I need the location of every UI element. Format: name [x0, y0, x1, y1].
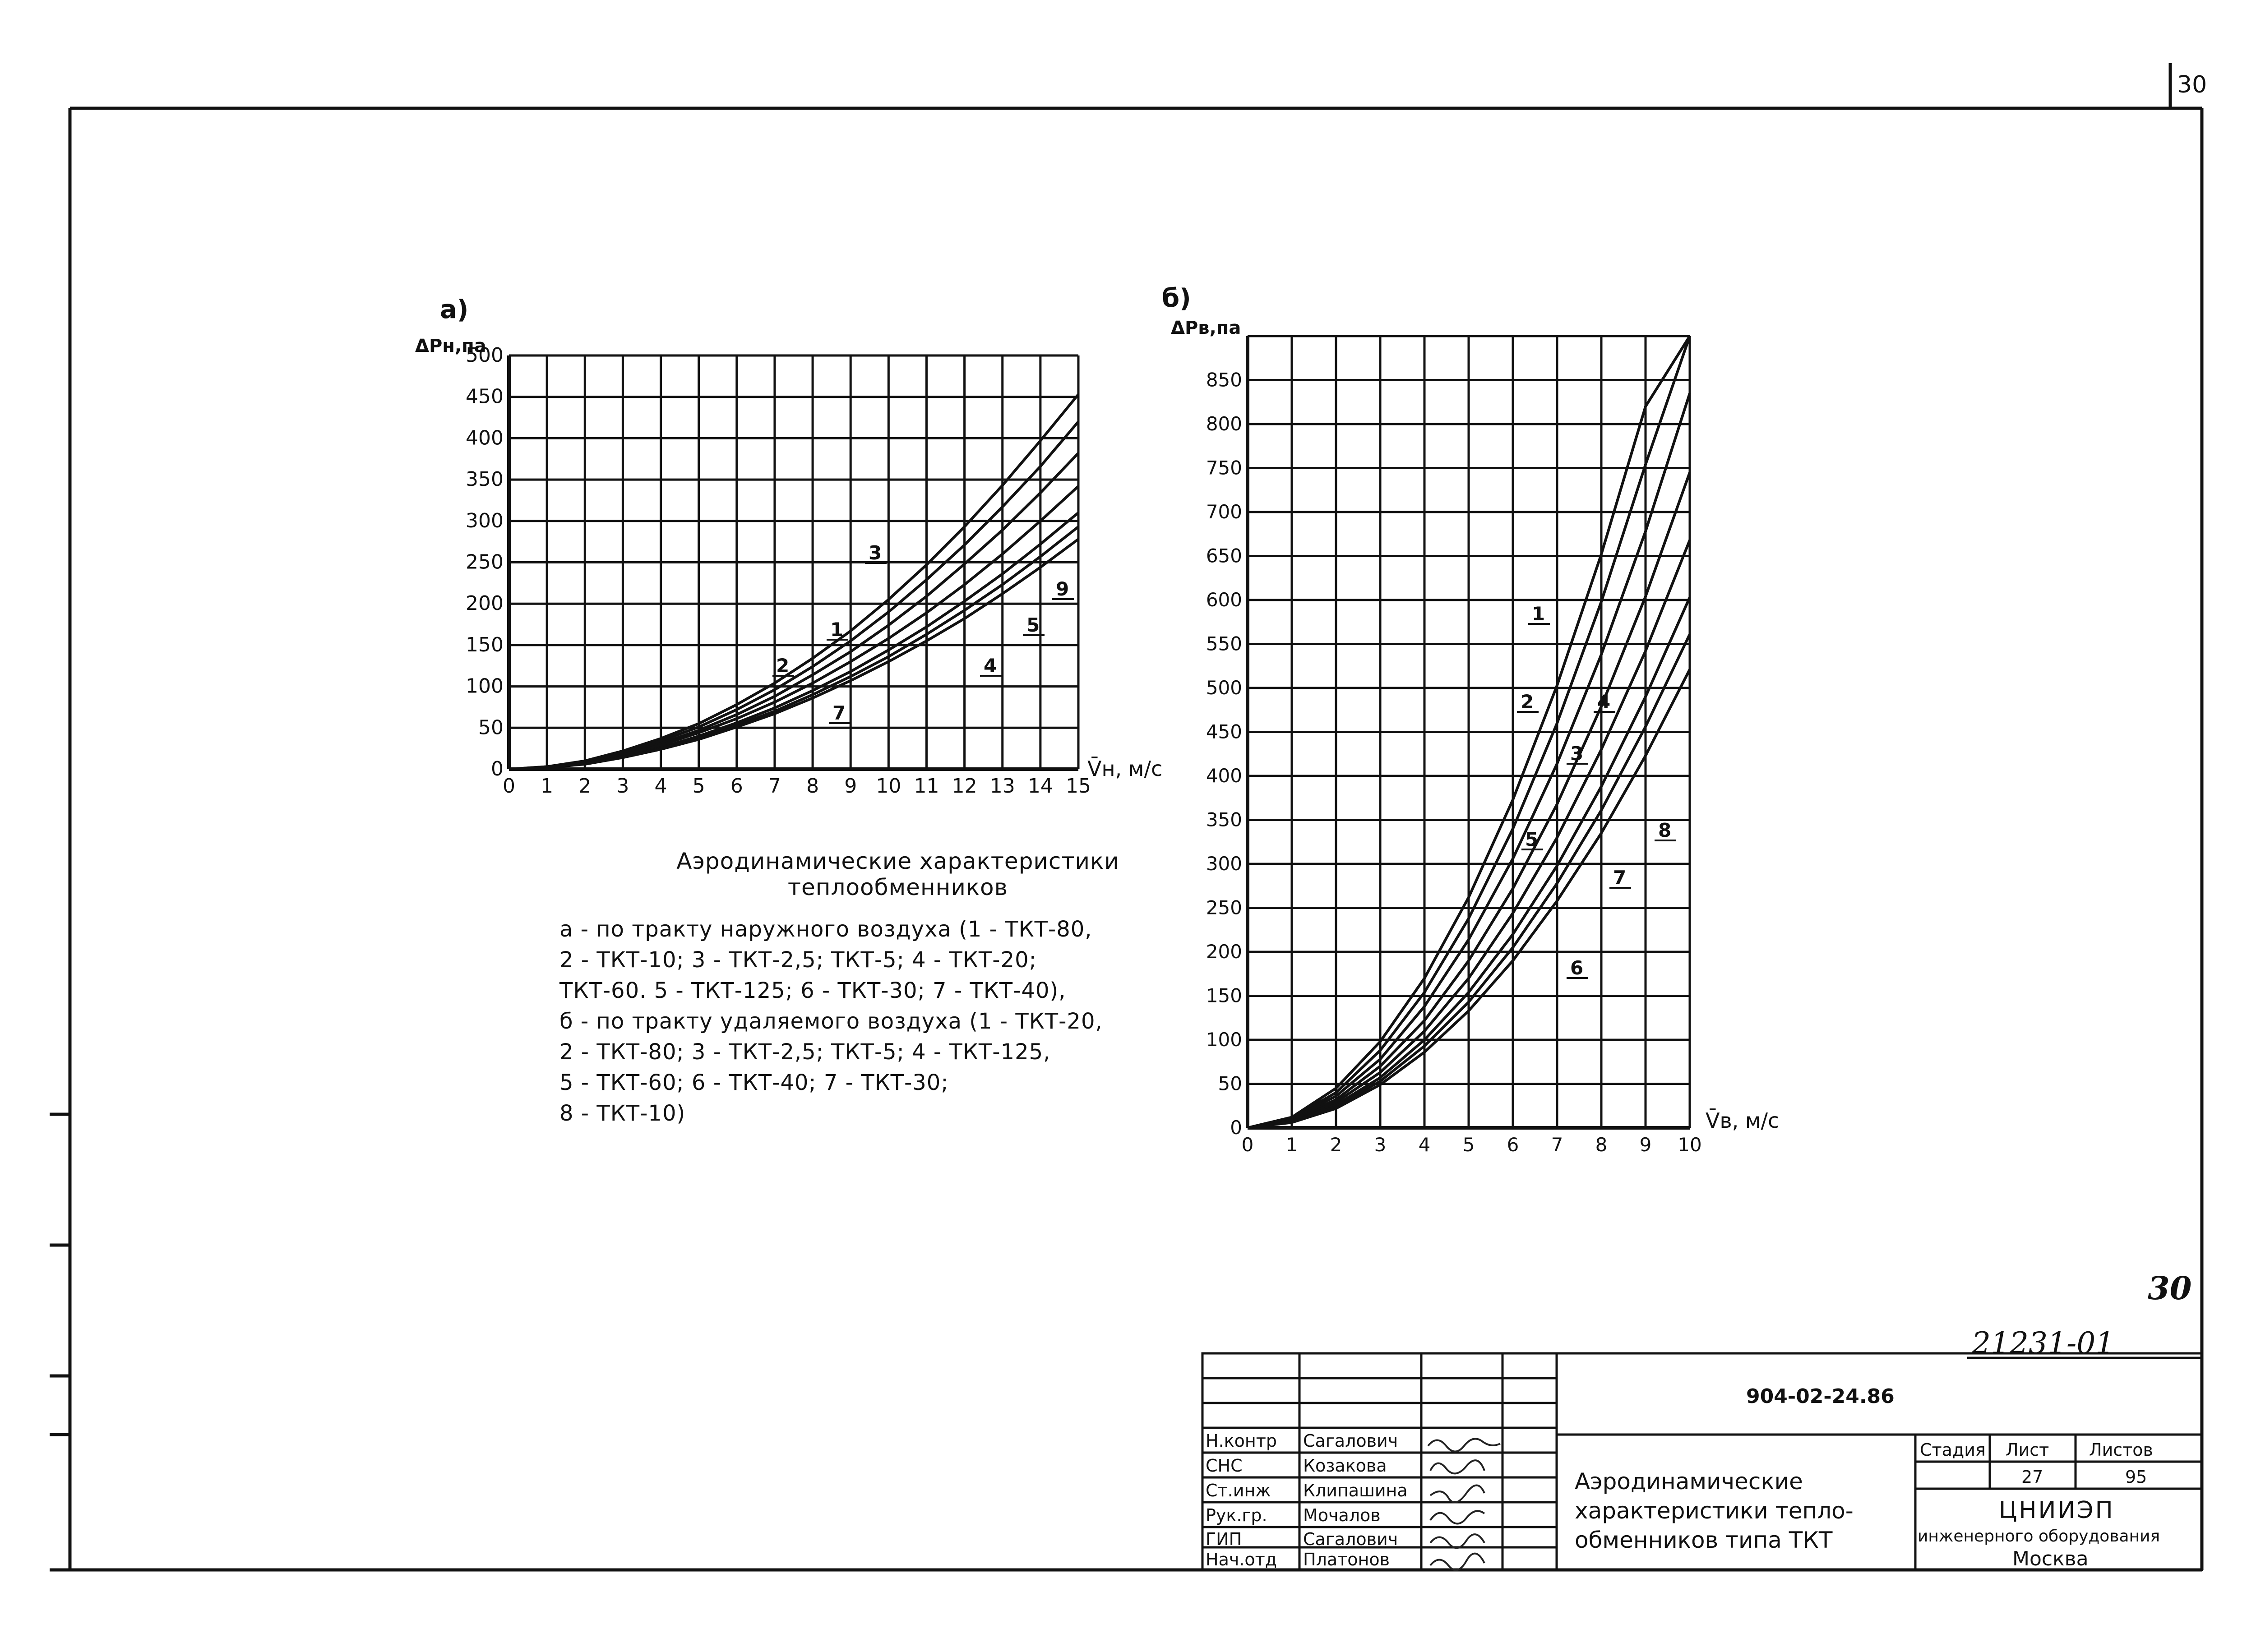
tb-title-line1: Аэродинамические — [1575, 1468, 1803, 1495]
y-axis-label: ΔPв,па — [1171, 318, 1241, 338]
x-axis-label: V̄в, м/с — [1706, 1108, 1780, 1133]
y-tick-label: 450 — [466, 385, 504, 408]
chart-a — [415, 295, 1162, 798]
x-tick-label: 7 — [1551, 1134, 1563, 1156]
panel-label: б) — [1162, 284, 1191, 313]
signatures — [1428, 1439, 1500, 1570]
tb-name: Клипашина — [1303, 1481, 1408, 1500]
x-tick-label: 6 — [1507, 1134, 1519, 1156]
x-tick-label: 3 — [1374, 1134, 1387, 1156]
y-tick-label: 350 — [1206, 808, 1242, 831]
y-tick-label: 400 — [1206, 765, 1242, 787]
curve-label: 4 — [1597, 691, 1611, 713]
x-tick-label: 5 — [692, 775, 705, 798]
y-tick-label: 150 — [466, 633, 504, 656]
curve-label: 3 — [1570, 743, 1584, 765]
tb-role: Нач.отд — [1206, 1550, 1277, 1569]
curve-label: 5 — [1026, 614, 1040, 636]
y-tick-label: 850 — [1206, 369, 1242, 391]
y-tick-label: 550 — [1206, 632, 1242, 655]
tb-sheet-value: 27 — [2021, 1467, 2043, 1487]
x-tick-label: 8 — [1595, 1134, 1608, 1156]
caption-title-line1: Аэродинамические характеристики — [676, 848, 1119, 874]
x-tick-label: 6 — [730, 775, 743, 798]
x-tick-label: 13 — [989, 775, 1015, 798]
panel-label: а) — [440, 295, 469, 324]
caption-title-line2: теплообменников — [787, 874, 1008, 900]
caption-line: 2 - ТКТ-10; 3 - ТКТ-2,5; ТКТ-5; 4 - ТКТ-20; — [559, 947, 1037, 973]
y-tick-label: 800 — [1206, 413, 1242, 435]
tb-org-line3: Москва — [2012, 1547, 2089, 1570]
y-tick-label: 700 — [1206, 501, 1242, 523]
y-tick-label: 350 — [466, 468, 504, 491]
tb-name: Козакова — [1303, 1456, 1387, 1476]
tb-title-line2: характеристики тепло- — [1575, 1498, 1854, 1524]
chart-b — [1162, 284, 1779, 1156]
x-tick-label: 10 — [876, 775, 901, 798]
tb-stage-label: Стадия — [1920, 1440, 1986, 1460]
page-number-hand: 30 — [2148, 1269, 2192, 1307]
y-tick-label: 750 — [1206, 457, 1242, 479]
x-tick-label: 4 — [1418, 1134, 1431, 1156]
curve-label: 6 — [1570, 957, 1584, 979]
y-tick-label: 50 — [478, 716, 504, 739]
y-tick-label: 250 — [466, 550, 504, 574]
tb-name: Мочалов — [1303, 1505, 1381, 1525]
x-tick-label: 5 — [1462, 1134, 1475, 1156]
curve-label: 3 — [869, 542, 882, 564]
y-tick-label: 200 — [466, 592, 504, 615]
tb-role: Ст.инж — [1206, 1481, 1271, 1500]
x-tick-label: 2 — [1330, 1134, 1342, 1156]
series-line-2 — [509, 422, 1078, 769]
y-tick-label: 650 — [1206, 545, 1242, 567]
curve-label: 2 — [776, 655, 790, 677]
tb-role: СНС — [1206, 1456, 1243, 1476]
y-tick-label: 150 — [1206, 984, 1242, 1007]
y-tick-label: 100 — [1206, 1029, 1242, 1051]
x-tick-label: 0 — [503, 775, 515, 798]
y-tick-label: 400 — [466, 426, 504, 450]
y-tick-label: 0 — [491, 757, 504, 780]
x-tick-label: 10 — [1678, 1134, 1702, 1156]
x-tick-label: 1 — [541, 775, 554, 798]
tb-sheets-label: Листов — [2089, 1440, 2153, 1460]
curve-label: 5 — [1525, 828, 1539, 850]
x-tick-label: 15 — [1066, 775, 1091, 798]
caption-line: б - по тракту удаляемого воздуха (1 - ТКТ-20, — [559, 1009, 1103, 1034]
curve-label: 1 — [1532, 603, 1545, 625]
y-tick-label: 200 — [1206, 941, 1242, 963]
curve-label: 7 — [1613, 867, 1627, 889]
tb-name: Сагалович — [1303, 1529, 1398, 1549]
caption-line: 5 - ТКТ-60; 6 - ТКТ-40; 7 - ТКТ-30; — [559, 1070, 949, 1095]
x-tick-label: 4 — [654, 775, 667, 798]
x-tick-label: 3 — [616, 775, 629, 798]
x-axis-label: V̄н, м/с — [1087, 757, 1163, 781]
curve-label: 7 — [832, 702, 846, 724]
x-tick-label: 0 — [1241, 1134, 1254, 1156]
series-line-5 — [509, 513, 1078, 770]
tb-role: ГИП — [1206, 1529, 1242, 1549]
caption-line: а - по тракту наружного воздуха (1 - ТКТ-80, — [559, 917, 1092, 942]
x-tick-label: 9 — [844, 775, 857, 798]
caption-line: 2 - ТКТ-80; 3 - ТКТ-2,5; ТКТ-5; 4 - ТКТ-125, — [559, 1039, 1051, 1065]
y-tick-label: 50 — [1218, 1072, 1242, 1095]
curve-label: 4 — [984, 655, 997, 677]
x-tick-label: 12 — [952, 775, 977, 798]
curve-label: 8 — [1658, 819, 1672, 841]
caption-line: 8 - ТКТ-10) — [559, 1101, 686, 1126]
tb-org-line1: ЦНИИЭП — [1999, 1497, 2115, 1524]
tb-role: Рук.гр. — [1206, 1505, 1267, 1525]
y-tick-label: 300 — [1206, 853, 1242, 875]
doc-code: 904-02-24.86 — [1746, 1385, 1895, 1408]
y-tick-label: 100 — [466, 674, 504, 698]
tb-org-line2: инженерного оборудования — [1918, 1527, 2160, 1546]
drawing-frame — [50, 63, 2202, 1570]
y-tick-label: 500 — [1206, 677, 1242, 699]
tb-role: Н.контр — [1206, 1431, 1277, 1451]
x-tick-label: 14 — [1027, 775, 1053, 798]
y-tick-label: 500 — [466, 344, 504, 367]
tb-sheet-label: Лист — [2006, 1440, 2049, 1460]
x-tick-label: 9 — [1639, 1134, 1652, 1156]
tb-title-line3: обменников типа ТКТ — [1575, 1527, 1833, 1553]
x-tick-label: 2 — [578, 775, 592, 798]
curve-label: 1 — [830, 618, 844, 641]
y-tick-label: 450 — [1206, 720, 1242, 743]
y-tick-label: 300 — [466, 509, 504, 532]
tb-sheets-value: 95 — [2125, 1467, 2147, 1487]
x-tick-label: 7 — [768, 775, 781, 798]
tb-name: Сагалович — [1303, 1431, 1398, 1451]
archive-number: 21231-01 — [1972, 1326, 2115, 1361]
y-tick-label: 0 — [1230, 1117, 1242, 1139]
x-tick-label: 11 — [914, 775, 939, 798]
y-tick-label: 600 — [1206, 589, 1242, 611]
x-tick-label: 1 — [1285, 1134, 1298, 1156]
y-tick-label: 250 — [1206, 896, 1242, 919]
figure-caption — [559, 848, 1236, 1129]
series-line-3 — [509, 453, 1078, 769]
page-number-top: 30 — [2177, 71, 2207, 98]
tb-name: Платонов — [1303, 1550, 1390, 1569]
curve-label: 2 — [1521, 691, 1534, 713]
y-axis-label: ΔPн,па — [415, 336, 486, 356]
curve-label: 9 — [1056, 578, 1069, 600]
caption-line: ТКТ-60. 5 - ТКТ-125; 6 - ТКТ-30; 7 - ТКТ-40), — [559, 978, 1066, 1003]
x-tick-label: 8 — [806, 775, 819, 798]
